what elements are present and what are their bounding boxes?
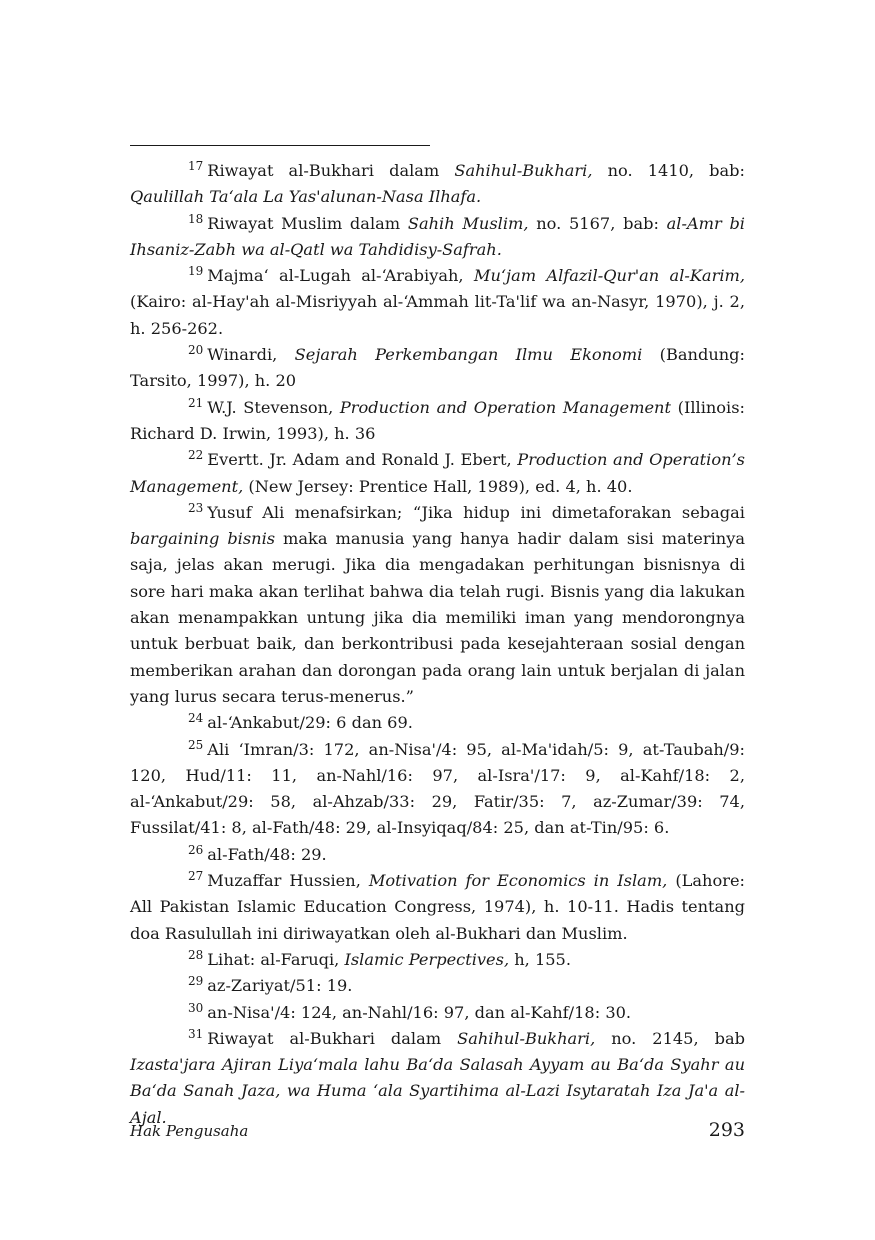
running-footer-title: Hak Pengusaha <box>130 1122 249 1140</box>
footnote-21 <box>130 395 745 448</box>
footnote-italic-text: Production and Operation Management <box>339 397 671 417</box>
footnote-italic-text: bargaining bisnis <box>130 529 276 549</box>
footnote-italic-text: al-Amr bi Ihsaniz-Zabh wa al-Qatl wa Tahdidisy-Safrah. <box>130 213 745 259</box>
footnote-italic-text: Sejarah Perkembangan Ilmu Ekonomi <box>294 345 643 365</box>
footnote-text: Riwayat Muslim dalam <box>207 213 408 233</box>
footnote-italic-text: Islamic Perpectives, <box>344 949 510 969</box>
footnote-30 <box>130 1000 745 1026</box>
footnote-number: 30 <box>188 1000 204 1015</box>
footnote-23 <box>130 500 745 710</box>
footnote-19 <box>130 263 745 342</box>
footnote-22 <box>130 447 745 500</box>
footnote-text: W.J. Stevenson, <box>207 397 340 417</box>
footnote-text: Evertt. Jr. Adam and Ronald J. Ebert, <box>207 450 518 470</box>
footnote-text: no. 1410, bab: <box>592 161 745 180</box>
footnote-number: 24 <box>188 711 204 726</box>
footnote-number: 25 <box>188 737 204 752</box>
footnote-number: 21 <box>188 395 204 410</box>
footnote-number: 17 <box>188 159 204 173</box>
footnote-number: 28 <box>188 947 204 962</box>
footnote-number: 26 <box>188 842 204 857</box>
footnote-text: h, 155. <box>509 949 571 969</box>
footnote-text: maka manusia yang hanya hadir dalam sisi materinya saja, jelas akan merugi. Jika dia mengadakan perhitungan bisnisnya di sore hari maka akan terlihat bahwa dia telah rugi. Bisnis yang dia lakukan akan menampakkan untung jika dia memiliki iman yang mendorongnya untuk berbuat baik, dan berkontribusi pada kesejahteraan sosial dengan memberikan arahan dan dorongan pada orang lain untuk berjalan di jalan yang lurus secara terus-menerus.” <box>130 529 745 706</box>
footnote-number: 18 <box>188 211 204 226</box>
footnote-18 <box>130 211 745 264</box>
footnote-24 <box>130 710 745 736</box>
footnote-text: al-Fath/48: 29. <box>207 844 327 864</box>
footnote-20 <box>130 342 745 395</box>
footnote-text: no. 2145, bab <box>595 1028 745 1048</box>
footnote-italic-text: Sahih Muslim, <box>407 213 529 233</box>
footnote-italic-text: Production and Operation’s Management, <box>130 450 745 496</box>
footnote-27 <box>130 868 745 947</box>
footnote-31 <box>130 1026 745 1131</box>
footnote-text: (Illinois: Richard D. Irwin, 1993), h. 36 <box>130 397 745 443</box>
footnote-text: Yusuf Ali menafsirkan; “Jika hidup ini dimetaforakan sebagai <box>207 502 745 522</box>
footnote-text: Majma‘ al-Lugah al-‘Arabiyah, <box>207 266 474 286</box>
footnote-text: Riwayat al-Bukhari dalam <box>207 1028 458 1048</box>
footnote-number: 23 <box>188 500 204 515</box>
footnote-number: 20 <box>188 343 204 358</box>
footnote-separator-rule <box>130 145 430 146</box>
footnote-italic-text: Motivation for Economics in Islam, <box>368 871 668 891</box>
footnote-25 <box>130 737 745 842</box>
footnote-text: Lihat: al-Faruqi, <box>207 949 345 969</box>
footnote-26 <box>130 842 745 868</box>
footnote-text: Muzaffar Hussien, <box>207 871 369 891</box>
footnote-text: no. 5167, bab: <box>528 213 667 233</box>
footnote-italic-text: Sahihul-Bukhari, <box>457 1028 596 1048</box>
footnote-text: Riwayat al-Bukhari dalam <box>207 161 455 180</box>
footnote-italic-text: Mu‘jam Alfazil-Qur'an al-Karim, <box>473 266 745 286</box>
footnote-number: 29 <box>188 974 204 989</box>
footnote-number: 27 <box>188 869 204 884</box>
footnote-italic-text: Qaulillah Ta‘ala La Yas'alunan-Nasa Ilhafa. <box>130 187 482 207</box>
footnotes-section <box>130 158 745 1131</box>
footnote-text: Winardi, <box>207 345 295 365</box>
page-number: 293 <box>708 1119 745 1141</box>
footnote-text: Ali ‘Imran/3: 172, an-Nisa'/4: 95, al-Ma'idah/5: 9, at-Taubah/9: 120, Hud/11: 11, an-Nahl/16: 97, al-Isra'/17: 9, al-Kahf/18: 2, al-‘Ankabut/29: 58, al-Ahzab/33: 29, Fatir/35: 7, az-Zumar/39: 74, Fussilat/41: 8, al-Fath/48: 29, al-Insyiqaq/84: 25, dan at-Tin/95: 6. <box>130 739 745 838</box>
footnote-text: (Bandung: Tarsito, 1997), h. 20 <box>130 345 745 391</box>
footnote-17 <box>130 158 745 211</box>
footnote-italic-text: Izasta'jara Ajiran Liya‘mala lahu Ba‘da Salasah Ayyam au Ba‘da Syahr au Ba‘da Sanah Jaza, wa Huma ‘ala Syartihima al-Lazi Isytaratah Iza Ja'a al-Ajal. <box>130 1055 745 1127</box>
footnote-text: az-Zariyat/51: 19. <box>207 976 353 996</box>
footnote-28 <box>130 947 745 973</box>
footnote-text: an-Nisa'/4: 124, an-Nahl/16: 97, dan al-Kahf/18: 30. <box>207 1002 632 1022</box>
footnote-number: 19 <box>188 264 204 279</box>
footnote-italic-text: Sahihul-Bukhari, <box>454 161 593 180</box>
footnote-text: al-‘Ankabut/29: 6 dan 69. <box>207 713 413 733</box>
footnote-text: (Kairo: al-Hay'ah al-Misriyyah al-‘Ammah lit-Ta'lif wa an-Nasyr, 1970), j. 2, h. 256-262. <box>130 292 745 338</box>
footnote-number: 22 <box>188 448 204 463</box>
footnote-text: (New Jersey: Prentice Hall, 1989), ed. 4, h. 40. <box>243 476 633 496</box>
footnote-29 <box>130 973 745 999</box>
footnote-text: (Lahore: All Pakistan Islamic Education Congress, 1974), h. 10-11. Hadis tentang doa Rasulullah ini diriwayatkan oleh al-Bukhari dan Muslim. <box>130 871 745 943</box>
footnote-number: 31 <box>188 1026 204 1041</box>
